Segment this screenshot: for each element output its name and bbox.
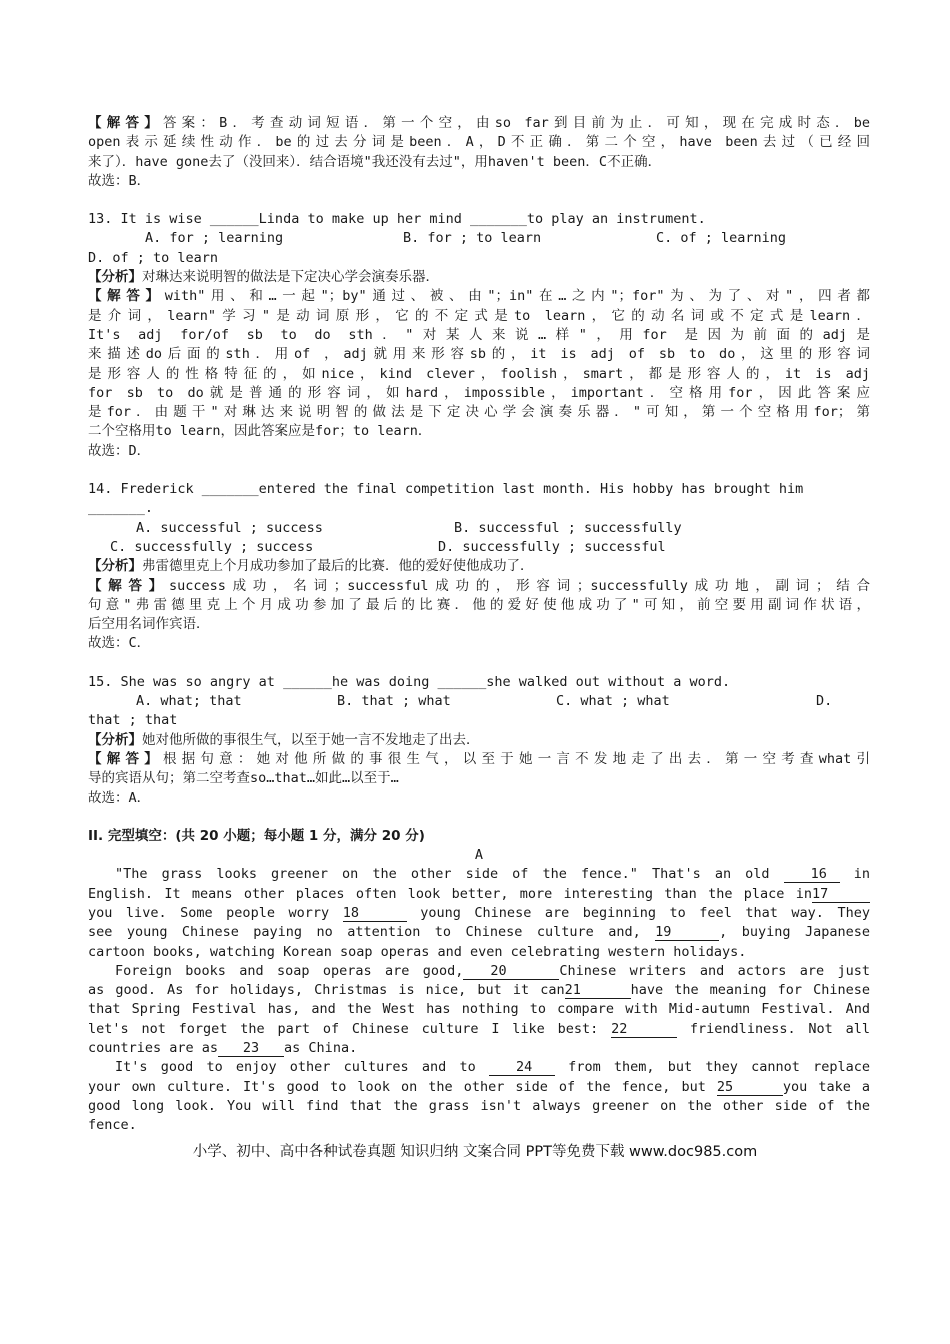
passage-text: your own culture. It's good to look on the other side of the fence, but [88,1078,717,1095]
passage-text: countries are as [88,1040,219,1057]
answer-text: 是介词，learn"学习"是动词原形，它的不定式是to learn，它的动名词或不定式是learn． [88,307,870,324]
question-14 [88,480,870,654]
passage-text: good long look. You will find that the grass isn't always greener on the other side of the [88,1097,870,1114]
question-stem: 15. She was so angry at ______he was doing ______she walked out without a word. [88,673,731,690]
cloze-section [88,827,870,1136]
section-title: II. 完型填空：(共 20 小题；每小题 1 分，满分 20 分) [88,827,425,844]
option-a: A. for ; learning [145,230,284,247]
answer-text: 来了）．have gone去了（没回来）．结合语境"我还没有去过"，用haven't been．C不正确． [88,153,662,170]
passage-text: as good. As for holidays, Christmas is nice, but it can [88,982,565,999]
document-body [88,114,870,1136]
analysis-text: 她对他所做的事很生气，以至于她一言不发地走了出去． [142,731,480,748]
question-stem: _______. [88,500,154,517]
answer-text: It's adj for/of sb to do sth．"对某人来说…样"，用for 是因为前面的adj是 [88,326,870,343]
answer-tag: 【解答】 [88,288,165,305]
option-c: C. of ; learning [656,230,787,247]
page-footer: 小学、初中、高中各种试卷真题 知识归纳 文案合同 PPT等免费下载 www.doc985.com [192,1144,758,1160]
blank-19[interactable]: 19 [655,924,719,941]
analysis-tag: 【分析】 [88,269,142,286]
analysis-tag: 【分析】 [88,558,142,575]
answer-text: 来描述do后面的sth．用of ，adj就用来形容sb的，it is adj of sb to do，这里的形容词 [88,346,870,363]
option-b: B. successful ; successfully [454,519,682,536]
option-a: A. what; that [136,693,242,710]
option-d: D. successfully ; successful [438,538,666,555]
prev-answer [88,114,870,191]
blank-24[interactable]: 24 [489,1059,555,1076]
option-d: D. of ; to learn [88,249,219,266]
option-d: D. [816,693,833,710]
passage-text: as China. [284,1040,358,1057]
answer-result: 故选：A． [88,789,151,806]
option-d-content: that ; that [88,712,178,729]
answer-text: for sb to do就是普通的形容词，如hard，impossible，important．空格用for，因此答案应 [88,384,870,401]
answer-result: 故选：D． [88,442,151,459]
option-b: B. that ; what [337,693,451,710]
passage-text: that Spring Festival has, and the West has nothing to compare with Mid-autumn Festival. And [88,1001,870,1018]
passage-text: English. It means other places often look better, more interesting than the place in [88,885,812,902]
passage-text: Chinese writers and actors are just [559,962,870,979]
passage-text: you take a [782,1078,870,1095]
answer-text: with"用、和…一起"；by"通过、被、由"；in"在…之内"；for"为、为了、对"，四者都 [164,288,870,305]
passage-text: from them, but they cannot replace [554,1059,870,1076]
blank-17[interactable]: 17 [812,886,870,903]
blank-25[interactable]: 25 [717,1079,783,1096]
answer-tag: 【解答】 [88,577,169,594]
answer-result: 故选：B． [88,172,151,189]
passage-text: Foreign books and soap operas are good, [115,962,464,979]
blank-21[interactable]: 21 [565,982,631,999]
option-b: B. for ; to learn [403,230,542,247]
question-15 [88,673,870,808]
blank-23[interactable]: 23 [218,1040,284,1057]
part-label: A [474,847,484,864]
analysis-text: 对琳达来说明智的做法是下定决心学会演奏乐器． [142,269,439,286]
passage-text: "The grass looks greener on the other side of the fence." That's an old [115,866,784,883]
passage-text: let's not forget the part of Chinese culture I like best: [88,1020,612,1037]
answer-text: success成功，名词；successful成功的，形容词；successfully成功地，副词；结合 [168,577,871,594]
answer-text: 导的宾语从句；第二空考查so…that…如此…以至于… [88,770,399,787]
blank-22[interactable]: 22 [611,1021,677,1038]
answer-text: 后空用名词作宾语． [88,616,210,633]
blank-20[interactable]: 20 [463,963,559,980]
blank-16[interactable]: 16 [784,866,840,883]
option-c: C. successfully ; success [110,538,314,555]
passage-text: young Chinese are beginning to feel that way. They [406,904,870,921]
passage-text: friendliness. Not all [677,1020,870,1037]
passage-text: in [839,866,870,883]
question-stem: 13. It is wise ______Linda to make up her mind _______to play an instrument. [88,211,706,228]
analysis-text: 弗雷德里克上个月成功参加了最后的比赛．他的爱好使他成功了． [142,558,534,575]
question-stem: 14. Frederick _______entered the final competition last month. His hobby has brought him [88,481,804,498]
option-a: A. successful ; success [136,519,323,536]
passage-text: see young Chinese paying no attention to Chinese culture and, [88,924,656,941]
passage-text: fence. [88,1117,137,1134]
answer-text: open表示延续性动作．be的过去分词是been．A，D不正确．第二个空，have been去过（已经回 [88,134,870,151]
analysis-tag: 【分析】 [88,731,142,748]
passage-text: cartoon books, watching Korean soap operas and even celebrating western holidays. [88,943,747,960]
passage-text: It's good to enjoy other cultures and to [115,1059,489,1076]
passage-text: , buying Japanese [719,924,870,941]
answer-text: 根据句意：她对他所做的事很生气，以至于她一言不发地走了出去．第一空考查what引 [162,750,870,767]
option-c: C. what ; what [556,693,670,710]
answer-tag: 【解答】 [88,750,163,767]
answer-text: 是for．由题干"对琳达来说明智的做法是下定决心学会演奏乐器．"可知，第一个空格用for；第 [88,404,870,421]
answer-text: 答案：B．考查动词短语．第一个空，由so far到目前为止．可知，现在完成时态．be [162,115,870,131]
answer-result: 故选：C． [88,635,151,652]
blank-18[interactable]: 18 [343,905,407,922]
answer-text: 二个空格用to learn，因此答案应是for；to learn． [88,423,432,440]
passage-text: have the meaning for Chinese [630,982,870,999]
question-13 [88,210,870,461]
answer-text: 句意"弗雷德里克上个月成功参加了最后的比赛．他的爱好使他成功了"可知，前空要用副词作状语， [88,596,870,613]
answer-text: 是形容人的性格特征的，如nice，kind clever，foolish，smart，都是形容人的，it is adj [88,365,870,382]
passage-text: you live. Some people worry [88,904,343,921]
answer-tag: 【解答】 [88,115,163,131]
